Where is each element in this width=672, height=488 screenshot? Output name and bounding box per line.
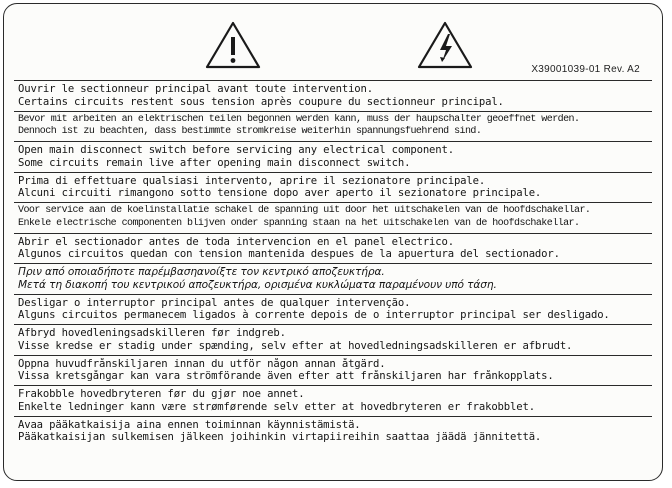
warning-row-fr (14, 80, 652, 111)
warning-text-da-1: Afbryd hovedleningsadskilleren før indgreb. (18, 327, 286, 339)
warning-text-sv-2: Vissa kretsgångar kan vara strömförande även efter att frånskiljaren har frånkopplats. (18, 370, 554, 382)
warning-text-fi-1: Avaa pääkatkaisija aina ennen toiminnan käynnistämistä. (18, 418, 361, 431)
warning-text-pt-1: Desligar o interruptor principal antes de qualquer intervenção. (18, 296, 411, 309)
warning-text-en-2: Some circuits remain live after opening main disconnect switch. (18, 156, 411, 169)
warning-row-el (14, 263, 652, 294)
warning-row-es (14, 233, 652, 264)
warning-text-el-1: Πριν από οποιαδήποτε παρέμβασηανοίξτε τον κεντρικό αποζευκτήρα. (18, 266, 385, 278)
warning-text-el-2: Μετά τη διακοπή του κεντρικού αποζευκτήρα, ορισμένα κυκλώματα παραμένουν υπό τάση. (18, 278, 497, 291)
warning-row-de (14, 111, 652, 142)
warning-text-fr-1: Ouvrir le sectionneur principal avant toute intervention. (18, 83, 373, 95)
warning-text-fi-2: Pääkatkaisijan sulkemisen jälkeen joihinkin virtapiireihin saattaa jäädä jännitettä. (18, 431, 542, 443)
warning-row-it (14, 172, 652, 203)
electrical-hazard-icon (416, 20, 474, 70)
warning-text-es-2: Algunos circuitos quedan con tension mantenida despues de la apuertura del sectionador. (18, 248, 560, 260)
warning-text-en-1: Open main disconnect switch before servicing any electrical component. (18, 144, 454, 156)
warnings-list (14, 80, 652, 446)
warning-row-pt (14, 294, 652, 325)
warning-text-it-1: Prima di effettuare qualsiasi intervento, aprire il sezionatore principale. (18, 174, 486, 187)
warning-text-no-1: Frakobble hovedbryteren før du gjør noe annet. (18, 388, 305, 400)
warning-row-en (14, 141, 652, 172)
warning-text-pt-2: Alguns circuitos permanecem ligados à corrente depois de o interruptor principal ser desligado. (18, 309, 610, 321)
warning-text-nl-1: Voor service aan de koelinstallatie schakel de spanning uit door het uitschakelen van de hoofdschakellar. (18, 205, 591, 216)
warning-row-da (14, 324, 652, 355)
part-number: X39001039-01 Rev. A2 (531, 64, 640, 75)
warning-text-de-2: Dennoch ist zu beachten, dass bestimmte stromkreise weiterhin spannungsfuehrend sind. (18, 126, 482, 137)
warning-label (3, 3, 663, 481)
warning-row-sv (14, 355, 652, 386)
warning-text-fr-2: Certains circuits restent sous tension après coupure du sectionneur principal. (18, 95, 504, 108)
warning-icon (204, 20, 262, 70)
warning-row-no (14, 385, 652, 416)
warning-text-nl-2: Enkele electrische componenten blijven onder spanning staan na het uitschakelen van de hoofdschakellar. (18, 217, 580, 229)
warning-text-da-2: Visse kredse er stadig under spænding, selv efter at hovedledningsadskilleren er afbrudt. (18, 339, 573, 352)
warning-text-es-1: Abrir el sectionador antes de toda intervencion en el panel electrico. (18, 235, 454, 248)
warning-text-no-2: Enkelte ledninger kann være strømførende selv etter at hovedbryteren er frakobblet. (18, 400, 535, 413)
warning-row-fi (14, 416, 652, 447)
warning-text-it-2: Alcuni circuiti rimangono sotto tensione dopo aver aperto il sezionatore principale. (18, 187, 542, 199)
warning-row-nl (14, 202, 652, 233)
warning-text-sv-1: Öppna huvudfrånskiljaren innan du utför någon annan åtgärd. (18, 357, 386, 370)
warning-text-de-1: Bevor mit arbeiten an elektrischen teilen begonnen werden kann, muss der haupschalter geoeffnet werden. (18, 113, 580, 125)
